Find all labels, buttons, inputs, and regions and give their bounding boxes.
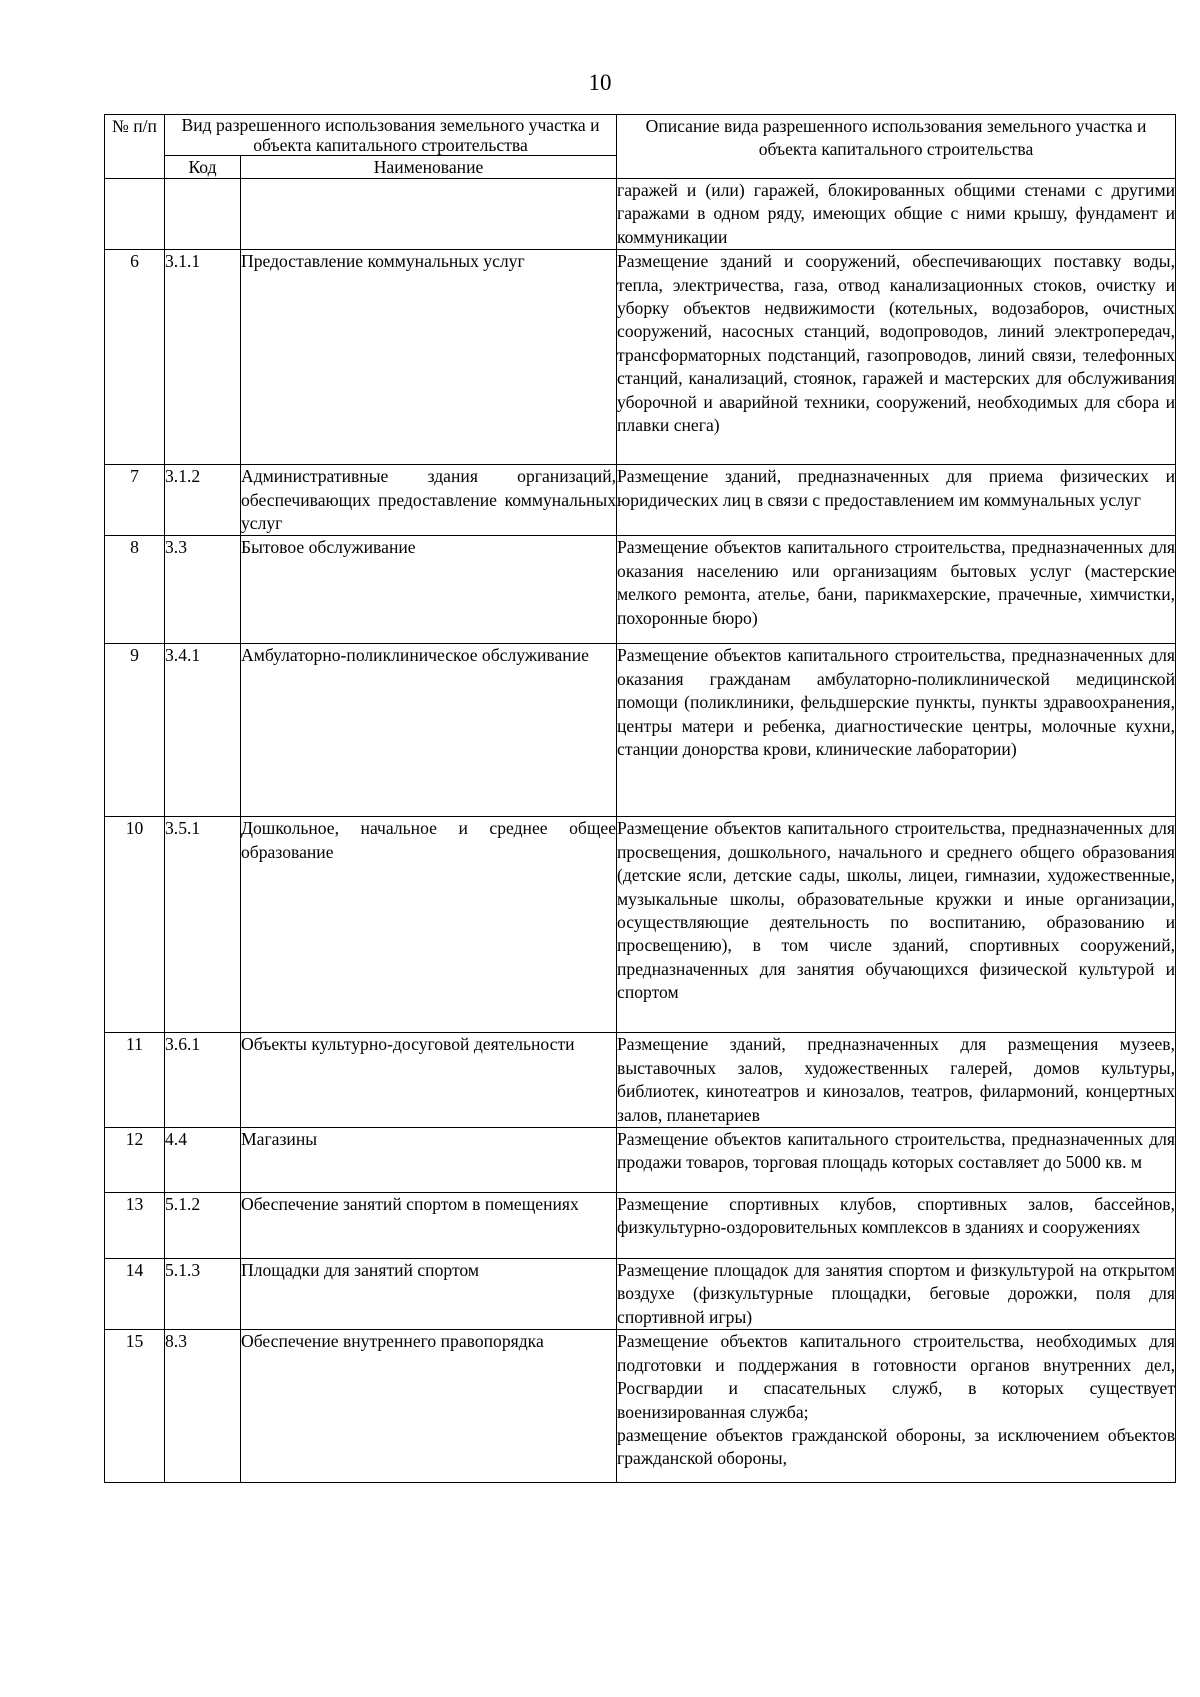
description-paragraph: Размещение зданий и сооружений, обеспечивающих поставку воды, тепла, электричества, газа, отвод канализационных стоков, очистку и уборку объектов недвижимости (котельных, водозаборов, очистных сооружений, насосных станций, водопроводов, линий электропередач, трансформаторных подстанций, газопроводов, линий связи, телефонных станций, канализаций, стоянок, гаражей и мастерских для обслуживания уборочной и аварийной техники, сооружений, необходимых для сбора и плавки снега) [617,251,1176,436]
row-name: Предоставление коммунальных услуг [241,250,617,465]
row-name [241,179,617,250]
row-code: 3.1.2 [165,465,241,536]
row-description [617,1259,1176,1330]
row-description [617,250,1176,465]
row-num: 7 [105,465,165,536]
description-paragraph: Размещение площадок для занятия спортом и физкультурой на открытом воздухе (физкультурные площадки, беговые дорожки, поля для спортивной игры) [617,1260,1176,1327]
row-num: 10 [105,817,165,1033]
header-name: Наименование [241,156,617,179]
row-code [165,179,241,250]
row-name: Объекты культурно-досуговой деятельности [241,1033,617,1128]
row-num: 14 [105,1259,165,1330]
row-code: 3.5.1 [165,817,241,1033]
description-paragraph: размещение объектов гражданской обороны, за исключением объектов гражданской обороны, [617,1424,1176,1469]
row-name: Площадки для занятий спортом [241,1259,617,1330]
header-permitted-use: Вид разрешенного использования земельного участка и объекта капитального строительства [165,115,617,156]
header-code: Код [165,156,241,179]
table-row [105,817,1176,1033]
row-num: 9 [105,644,165,817]
header-description: Описание вида разрешенного использования земельного участка и объекта капитального строительства [617,115,1176,179]
table-row [105,1193,1176,1259]
page-number: 10 [588,70,612,95]
table-row [105,1259,1176,1330]
row-num: 13 [105,1193,165,1259]
row-description [617,1193,1176,1259]
row-description [617,1128,1176,1193]
row-num [105,179,165,250]
table-body [105,179,1176,1483]
row-description [617,1033,1176,1128]
row-code: 5.1.2 [165,1193,241,1259]
row-code: 4.4 [165,1128,241,1193]
table-row [105,250,1176,465]
row-code: 3.1.1 [165,250,241,465]
description-paragraph: Размещение объектов капитального строительства, необходимых для подготовки и поддержания в готовности органов внутренних дел, Росгвардии и спасательных служб, в которых существует военизированная служба; [617,1331,1176,1422]
row-name: Обеспечение занятий спортом в помещениях [241,1193,617,1259]
table-row [105,465,1176,536]
row-description [617,465,1176,536]
table-row [105,536,1176,644]
row-num: 12 [105,1128,165,1193]
table-row [105,644,1176,817]
row-name: Административные здания организаций, обеспечивающих предоставление коммунальных услуг [241,465,617,536]
header-num: № п/п [105,115,165,179]
row-num: 11 [105,1033,165,1128]
row-code: 3.6.1 [165,1033,241,1128]
row-name: Амбулаторно-поликлиническое обслуживание [241,644,617,817]
table-row [105,1330,1176,1483]
row-description [617,1330,1176,1483]
row-description [617,644,1176,817]
description-paragraph: Размещение объектов капитального строительства, предназначенных для оказания гражданам амбулаторно-поликлинической медицинской помощи (поликлиники, фельдшерские пункты, пункты здравоохранения, центры матери и ребенка, диагностические центры, молочные кухни, станции донорства крови, клинические лаборатории) [617,645,1176,760]
row-code: 3.3 [165,536,241,644]
row-code: 3.4.1 [165,644,241,817]
row-code: 5.1.3 [165,1259,241,1330]
row-code: 8.3 [165,1330,241,1483]
row-num: 15 [105,1330,165,1483]
table-row [105,1033,1176,1128]
description-paragraph: Размещение спортивных клубов, спортивных залов, бассейнов, физкультурно-оздоровительных комплексов в зданиях и сооружениях [617,1194,1176,1238]
table-row [105,1128,1176,1193]
land-use-table [104,114,1176,1483]
row-description [617,817,1176,1033]
row-description [617,536,1176,644]
description-paragraph: Размещение зданий, предназначенных для размещения музеев, выставочных залов, художественных галерей, домов культуры, библиотек, кинотеатров и кинозалов, театров, филармоний, концертных залов, планетариев [617,1034,1176,1125]
row-description: гаражей и (или) гаражей, блокированных общими стенами с другими гаражами в одном ряду, имеющих общие с ними крышу, фундамент и коммуникации [617,179,1176,250]
table-row-continuation [105,179,1176,250]
row-name: Обеспечение внутреннего правопорядка [241,1330,617,1483]
description-paragraph: Размещение объектов капитального строительства, предназначенных для оказания населению или организациям бытовых услуг (мастерские мелкого ремонта, ателье, бани, парикмахерские, прачечные, химчистки, похоронные бюро) [617,537,1176,628]
header-row [105,115,1176,156]
description-paragraph: Размещение объектов капитального строительства, предназначенных для просвещения, дошкольного, начального и среднего общего образования (детские ясли, детские сады, школы, лицеи, гимназии, художественные, музыкальные школы, образовательные кружки и иные организации, осуществляющие деятельность по воспитанию, образованию и просвещению), в том числе зданий, спортивных сооружений, предназначенных для занятия обучающихся физической культурой и спортом [617,818,1176,1003]
description-paragraph: Размещение объектов капитального строительства, предназначенных для продажи товаров, торговая площадь которых составляет до 5000 кв. м [617,1129,1176,1173]
row-name: Магазины [241,1128,617,1193]
row-name: Бытовое обслуживание [241,536,617,644]
description-paragraph: Размещение зданий, предназначенных для приема физических и юридических лиц в связи с предоставлением им коммунальных услуг [617,466,1176,510]
row-num: 6 [105,250,165,465]
row-name: Дошкольное, начальное и среднее общее образование [241,817,617,1033]
row-num: 8 [105,536,165,644]
